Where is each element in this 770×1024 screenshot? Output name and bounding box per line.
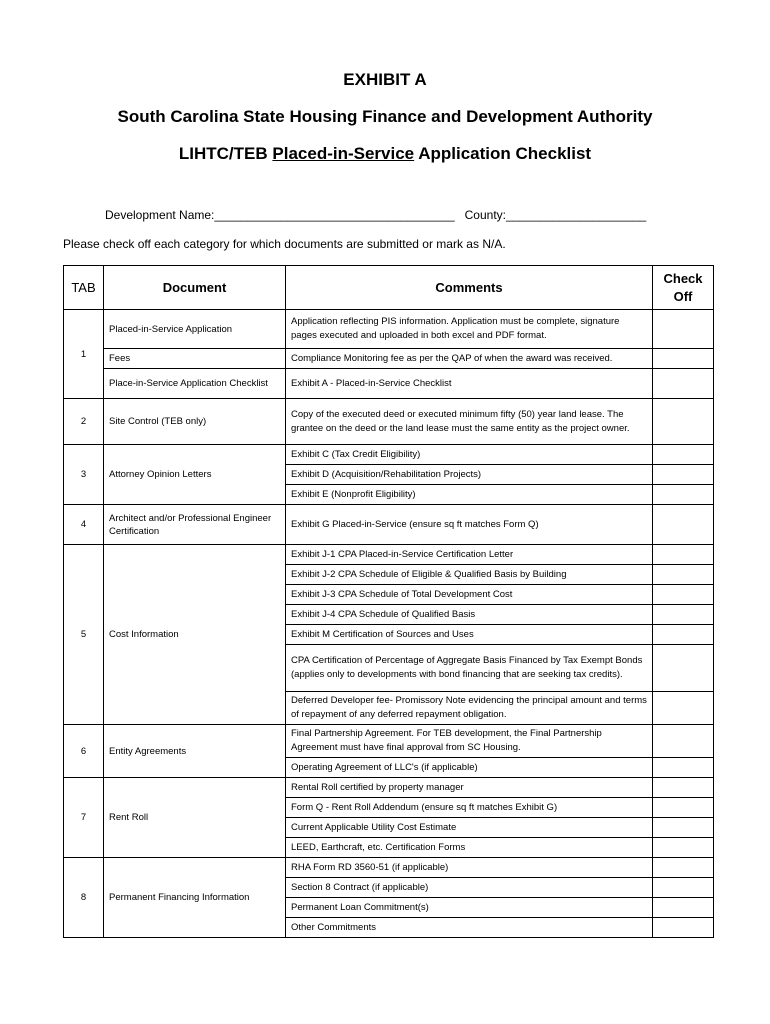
check-off-cell[interactable] — [653, 605, 714, 625]
check-off-cell[interactable] — [653, 878, 714, 898]
comment-cell: Form Q - Rent Roll Addendum (ensure sq ft matches Exhibit G) — [286, 798, 653, 818]
checklist-title-underlined: Placed-in-Service — [272, 144, 415, 163]
check-off-cell[interactable] — [653, 485, 714, 505]
document-cell: Rent Roll — [104, 778, 286, 858]
check-off-cell[interactable] — [653, 758, 714, 778]
tab-number: 4 — [64, 505, 104, 545]
check-off-cell[interactable] — [653, 898, 714, 918]
document-cell: Permanent Financing Information — [104, 858, 286, 938]
comment-cell: LEED, Earthcraft, etc. Certification Forms — [286, 838, 653, 858]
checklist-title-suffix: Application Checklist — [414, 144, 592, 163]
checklist-title — [0, 144, 770, 164]
development-fields — [105, 208, 646, 222]
header-document: Document — [104, 266, 286, 310]
document-cell: Fees — [104, 349, 286, 369]
check-off-cell[interactable] — [653, 818, 714, 838]
comment-cell: Section 8 Contract (if applicable) — [286, 878, 653, 898]
table-row — [64, 778, 714, 798]
check-off-cell[interactable] — [653, 918, 714, 938]
check-off-cell[interactable] — [653, 310, 714, 349]
document-cell: Entity Agreements — [104, 725, 286, 778]
comment-cell: Exhibit J-3 CPA Schedule of Total Development Cost — [286, 585, 653, 605]
authority-title: South Carolina State Housing Finance and Development Authority — [117, 107, 653, 126]
check-off-cell[interactable] — [653, 778, 714, 798]
check-off-cell[interactable] — [653, 399, 714, 445]
comment-cell: Rental Roll certified by property manager — [286, 778, 653, 798]
check-off-cell[interactable] — [653, 369, 714, 399]
exhibit-title: EXHIBIT A — [343, 70, 427, 89]
check-off-cell[interactable] — [653, 349, 714, 369]
comment-cell: Exhibit E (Nonprofit Eligibility) — [286, 485, 653, 505]
comment-cell: Current Applicable Utility Cost Estimate — [286, 818, 653, 838]
table-row — [64, 399, 714, 445]
header-check-off: Check Off — [653, 266, 714, 310]
check-off-cell[interactable] — [653, 445, 714, 465]
check-off-cell[interactable] — [653, 625, 714, 645]
tab-number: 1 — [64, 310, 104, 399]
county-field[interactable]: County:_____________________ — [464, 208, 647, 222]
tab-number: 5 — [64, 545, 104, 725]
comment-cell: Application reflecting PIS information. Application must be complete, signature pages executed and uploaded in both excel and PDF format. — [286, 310, 653, 349]
table-row — [64, 445, 714, 465]
instructions: Please check off each category for which documents are submitted or mark as N/A. — [63, 237, 506, 251]
check-off-cell[interactable] — [653, 585, 714, 605]
comment-cell: Exhibit M Certification of Sources and Uses — [286, 625, 653, 645]
check-off-cell[interactable] — [653, 645, 714, 692]
table-row — [64, 349, 714, 369]
comment-cell: Other Commitments — [286, 918, 653, 938]
development-name-field[interactable]: Development Name:____________________________________ — [105, 208, 455, 222]
document-cell: Architect and/or Professional Engineer Certification — [104, 505, 286, 545]
tab-number: 3 — [64, 445, 104, 505]
document-cell: Place-in-Service Application Checklist — [104, 369, 286, 399]
check-off-cell[interactable] — [653, 545, 714, 565]
document-cell: Site Control (TEB only) — [104, 399, 286, 445]
check-off-cell[interactable] — [653, 858, 714, 878]
tab-number: 2 — [64, 399, 104, 445]
check-off-cell[interactable] — [653, 725, 714, 758]
table-row — [64, 369, 714, 399]
comment-cell: Operating Agreement of LLC's (if applicable) — [286, 758, 653, 778]
comment-cell: Exhibit J-4 CPA Schedule of Qualified Basis — [286, 605, 653, 625]
comment-cell: RHA Form RD 3560-51 (if applicable) — [286, 858, 653, 878]
document-cell: Cost Information — [104, 545, 286, 725]
checklist-title-prefix: LIHTC/TEB — [178, 144, 273, 163]
document-cell: Placed-in-Service Application — [104, 310, 286, 349]
comment-cell: Exhibit D (Acquisition/Rehabilitation Projects) — [286, 465, 653, 485]
table-row — [64, 858, 714, 878]
table-row — [64, 725, 714, 758]
comment-cell: Copy of the executed deed or executed minimum fifty (50) year land lease. The grantee on the deed or the land lease must the same entity as the project owner. — [286, 399, 653, 445]
check-off-cell[interactable] — [653, 565, 714, 585]
comment-cell: Final Partnership Agreement. For TEB development, the Final Partnership Agreement must have final approval from SC Housing. — [286, 725, 653, 758]
comment-cell: CPA Certification of Percentage of Aggregate Basis Financed by Tax Exempt Bonds (applies only to developments with bond financing that are seeking tax credits). — [286, 645, 653, 692]
comment-cell: Exhibit J-1 CPA Placed-in-Service Certification Letter — [286, 545, 653, 565]
checklist-table — [63, 265, 714, 938]
comment-cell: Exhibit A - Placed-in-Service Checklist — [286, 369, 653, 399]
check-off-cell[interactable] — [653, 838, 714, 858]
check-off-cell[interactable] — [653, 798, 714, 818]
comment-cell: Compliance Monitoring fee as per the QAP of when the award was received. — [286, 349, 653, 369]
check-off-cell[interactable] — [653, 505, 714, 545]
table-row — [64, 505, 714, 545]
tab-number: 8 — [64, 858, 104, 938]
tab-number: 6 — [64, 725, 104, 778]
comment-cell: Permanent Loan Commitment(s) — [286, 898, 653, 918]
tab-number: 7 — [64, 778, 104, 858]
header-tab: TAB — [64, 266, 104, 310]
comment-cell: Exhibit G Placed-in-Service (ensure sq ft matches Form Q) — [286, 505, 653, 545]
table-row — [64, 545, 714, 565]
document-cell: Attorney Opinion Letters — [104, 445, 286, 505]
comment-cell: Deferred Developer fee- Promissory Note evidencing the principal amount and terms of repayment of any deferred repayment obligation. — [286, 692, 653, 725]
check-off-cell[interactable] — [653, 465, 714, 485]
comment-cell: Exhibit J-2 CPA Schedule of Eligible & Qualified Basis by Building — [286, 565, 653, 585]
check-off-cell[interactable] — [653, 692, 714, 725]
table-row — [64, 310, 714, 349]
header-comments: Comments — [286, 266, 653, 310]
comment-cell: Exhibit C (Tax Credit Eligibility) — [286, 445, 653, 465]
